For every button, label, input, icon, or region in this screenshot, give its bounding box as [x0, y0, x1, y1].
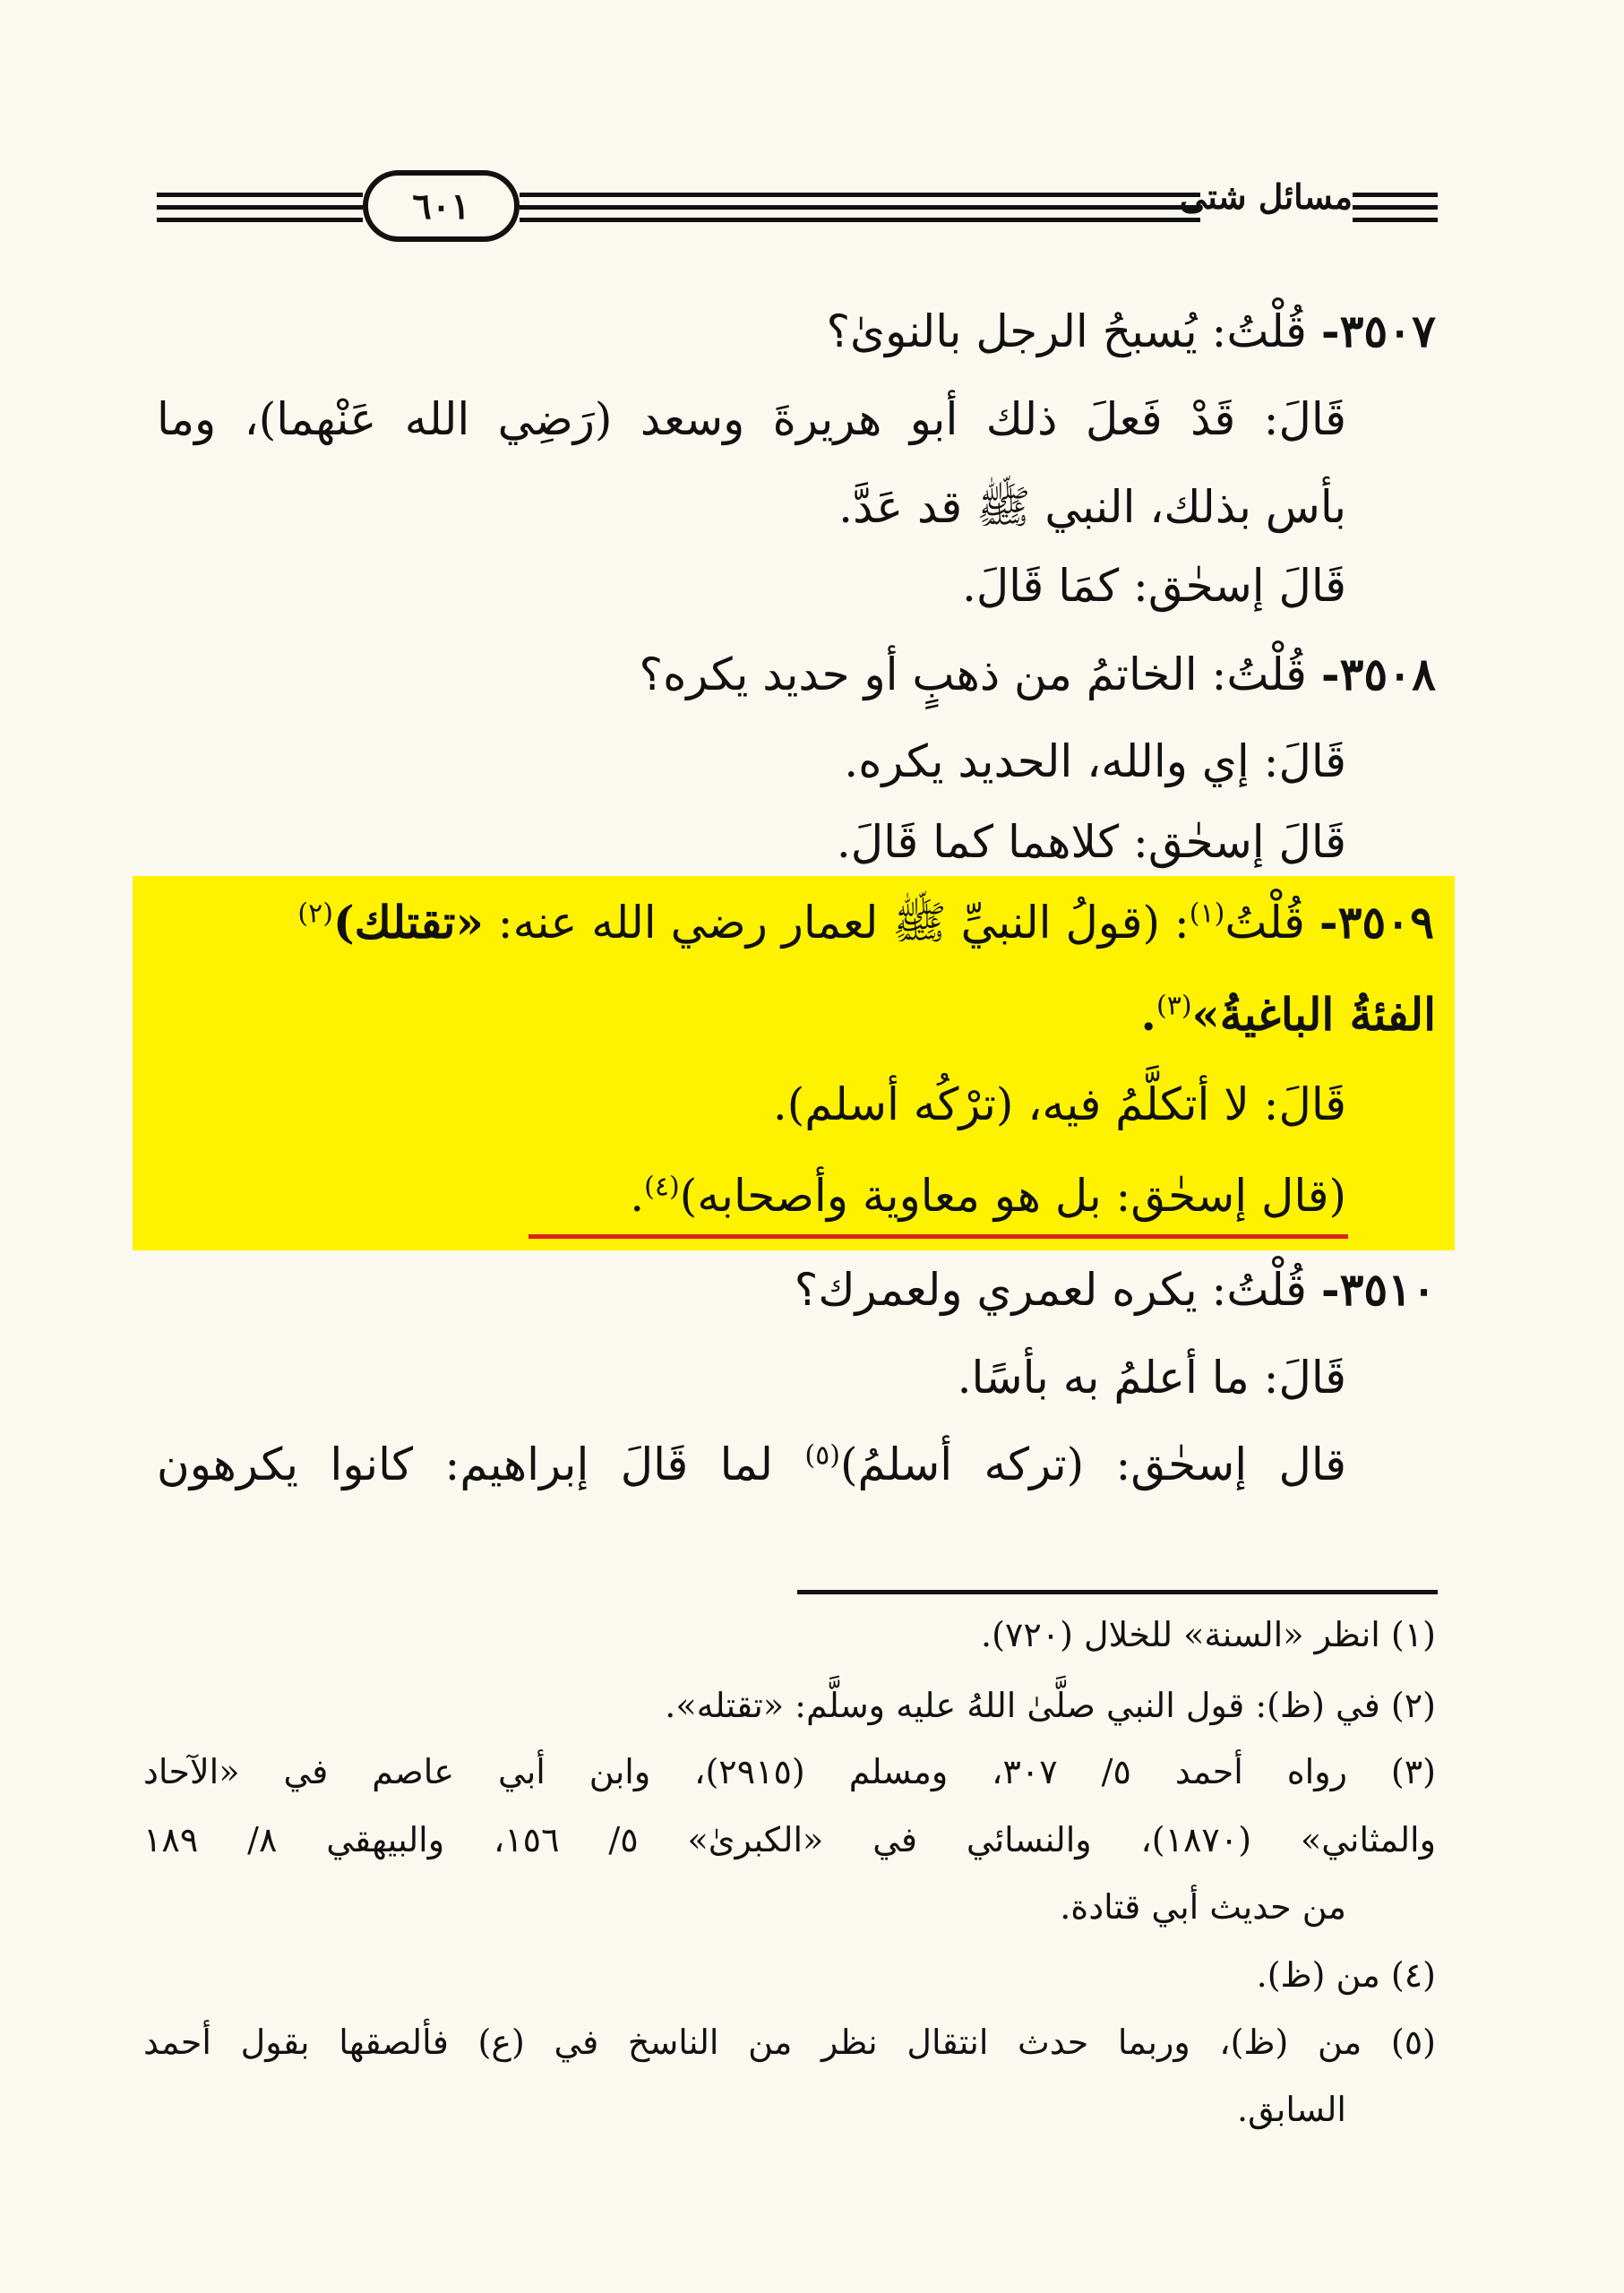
entry-3509-answer: قَالَ: لا أتكلَّمُ فيه، (ترْكُه أسلم). [772, 1078, 1346, 1130]
entry-3509-ishaq [630, 1164, 1346, 1227]
page-header [157, 166, 1438, 251]
ishaq-text: قال إسحٰق: (تركه أسلمُ) [839, 1438, 1346, 1490]
entry-3510-ishaq [157, 1433, 1346, 1496]
entry-3508-question [640, 643, 1436, 706]
entry-number: ٣٥٠٨- [1320, 648, 1436, 700]
footnote-ref[interactable]: (٣) [1156, 990, 1192, 1022]
entry-3507-answer-line2: بأس بذلك، النبي ﷺ قد عَدَّ. [838, 481, 1346, 533]
footnote-ref[interactable]: (٥) [804, 1439, 840, 1472]
ishaq-end: . [630, 1170, 645, 1222]
header-rule [520, 218, 1200, 222]
footnote-3-line1: (٣) رواه أحمد ٥/ ٣٠٧، ومسلم (٢٩١٥)، وابن أبي عاصم في «الآحاد [143, 1752, 1436, 1791]
footnote-separator [797, 1590, 1438, 1594]
entry-3507-answer-line1: قَالَ: قَدْ فَعلَ ذلك أبو هريرةَ وسعد (رَضِي الله عَنْهما)، وما [157, 393, 1346, 445]
header-rule [1353, 193, 1438, 197]
header-rule [157, 218, 363, 222]
footnote-2: (٢) في (ظ): قول النبي صلَّىٰ اللهُ عليه وسلَّم: «تقتله». [665, 1686, 1436, 1725]
hadith-quote: الفئةُ الباغيةُ» [1191, 988, 1436, 1041]
header-rule [1353, 205, 1438, 210]
ishaq-text: (قال إسحٰق: بل هو معاوية وأصحابه) [679, 1170, 1346, 1222]
quote-end: . [1140, 988, 1156, 1041]
page-number: ٦٠١ [363, 170, 520, 242]
entry-3509-question [297, 891, 1434, 954]
footnote-3-line2: والمثاني» (١٨٧٠)، والنسائي في «الكبرىٰ» ٥/ ١٥٦، والبيهقي ٨/ ١٨٩ [143, 1820, 1436, 1859]
question-text: قُلْتُ: الخاتمُ من ذهبٍ أو حديد يكره؟ [639, 648, 1307, 700]
entry-3510-question [795, 1258, 1436, 1321]
footnote-1: (١) انظر «السنة» للخلال (٧٢٠). [981, 1615, 1436, 1654]
header-rule [520, 193, 1200, 197]
entry-3507-question [826, 300, 1436, 363]
entry-3509-quote-line2 [1141, 983, 1436, 1046]
red-underline [528, 1234, 1348, 1239]
footnote-ref[interactable]: (٤) [644, 1171, 680, 1203]
question-text: قُلْتُ: يُسبحُ الرجل بالنوىٰ؟ [826, 305, 1307, 357]
header-rule [520, 205, 1200, 210]
question-text: قُلْتُ [1224, 897, 1305, 949]
question-text: : (قولُ النبيِّ ﷺ لعمار رضي الله عنه: [497, 897, 1190, 949]
footnote-4: (٤) من (ظ). [1256, 1955, 1436, 1995]
entry-number: ٣٥٠٧- [1320, 305, 1436, 357]
ishaq-text: لما قَالَ إبراهيم: كانوا يكرهون [157, 1438, 774, 1490]
header-rule [157, 193, 363, 197]
footnote-ref[interactable]: (٢) [297, 897, 333, 930]
entry-3508-ishaq: قَالَ إسحٰق: كلاهما كما قَالَ. [836, 816, 1346, 868]
hadith-quote: «تقتلك) [332, 896, 484, 949]
running-title: مسائل شتى [1179, 176, 1353, 217]
entry-3510-answer: قَالَ: ما أعلمُ به بأسًا. [957, 1352, 1346, 1404]
question-text: قُلْتُ: يكره لعمري ولعمرك؟ [794, 1264, 1307, 1316]
footnote-5-line2: السابق. [1237, 2090, 1346, 2129]
header-rule [1353, 218, 1438, 222]
entry-3507-ishaq: قَالَ إسحٰق: كمَا قَالَ. [961, 560, 1346, 612]
entry-3508-answer: قَالَ: إي والله، الحديد يكره. [844, 735, 1346, 787]
entry-number: ٣٥١٠- [1320, 1263, 1436, 1316]
entry-number: ٣٥٠٩- [1319, 896, 1434, 949]
header-rule [157, 205, 363, 210]
footnote-ref[interactable]: (١) [1189, 897, 1225, 930]
footnote-3-line3: من حديث أبي قتادة. [1060, 1887, 1346, 1927]
footnote-5-line1: (٥) من (ظ)، وربما حدث انتقال نظر من الناسخ في (ع) فألصقها بقول أحمد [143, 2022, 1436, 2062]
